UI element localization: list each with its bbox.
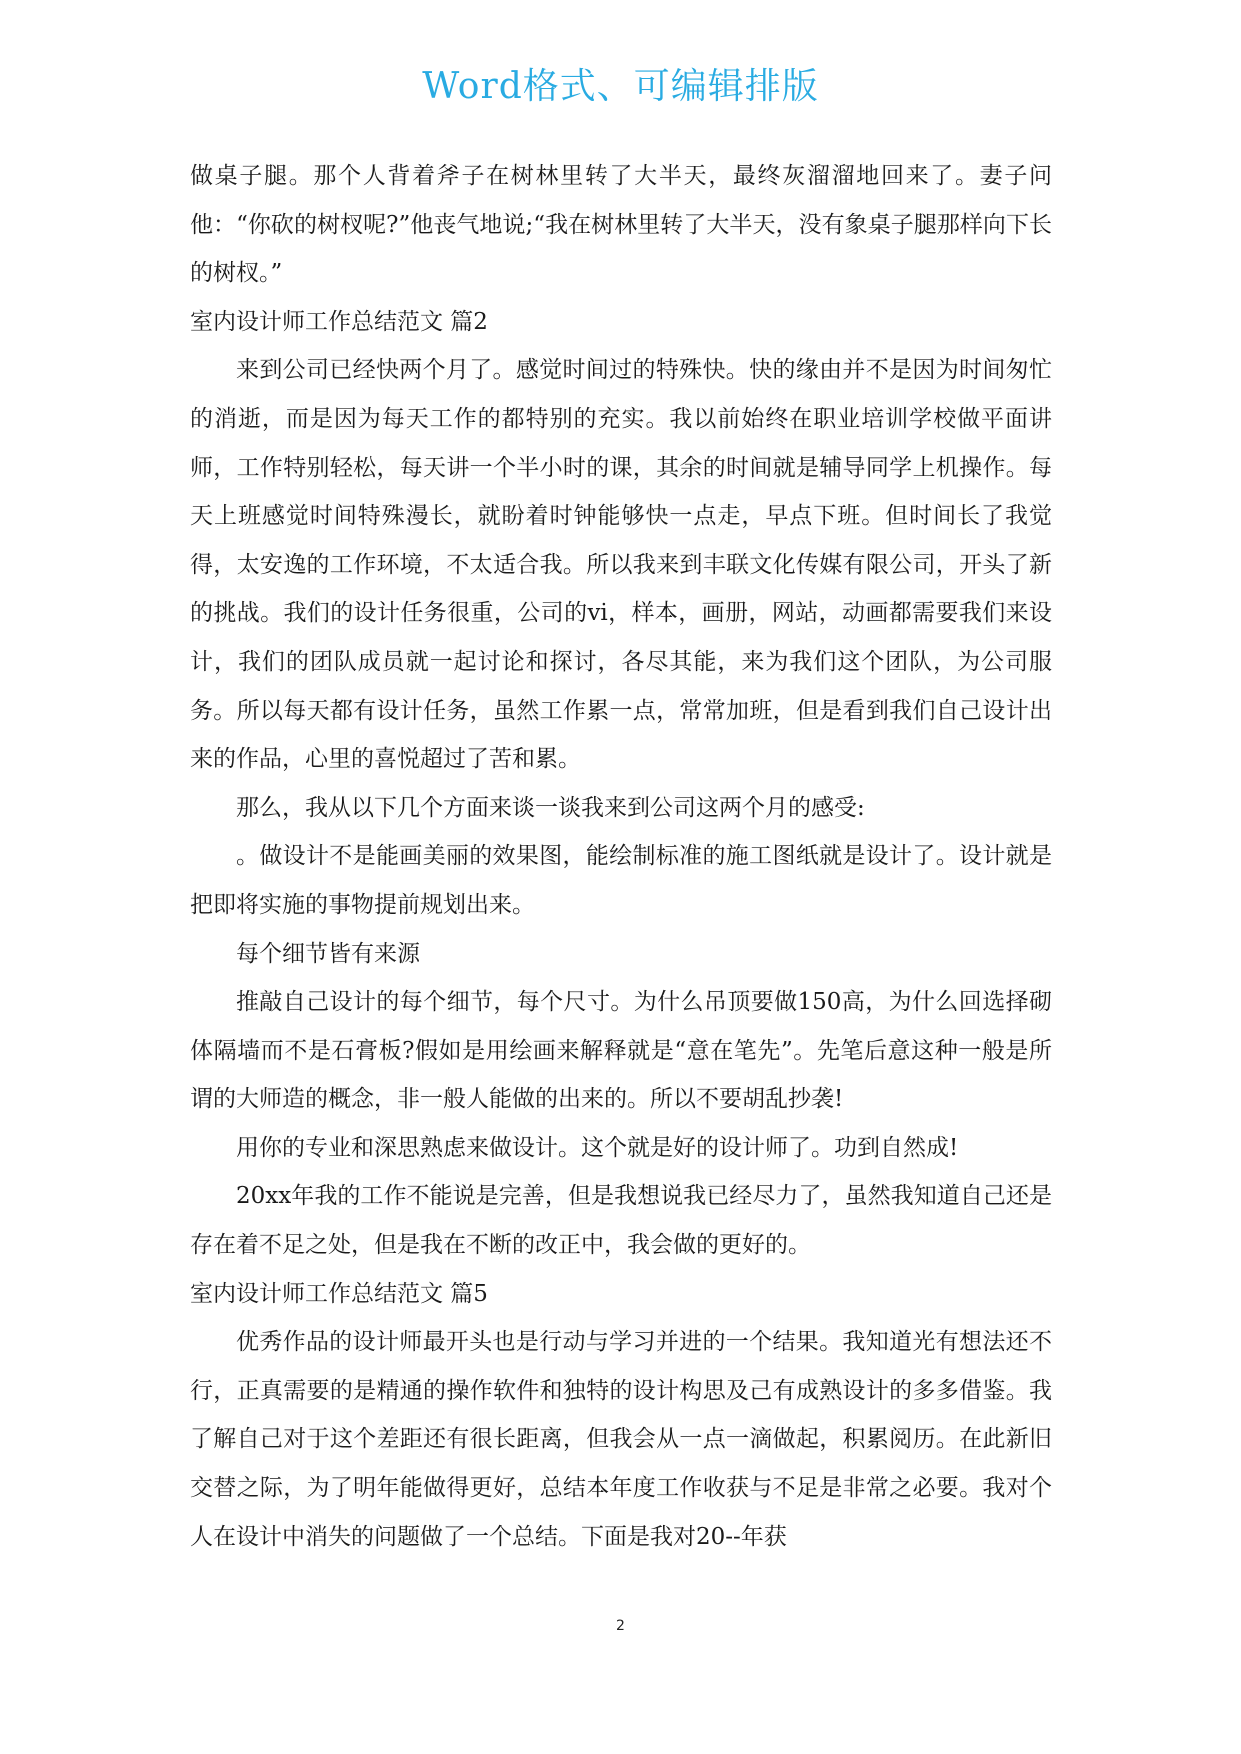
document-body	[190, 152, 1052, 1561]
paragraph-detail-subheading: 每个细节皆有来源	[236, 940, 420, 967]
paragraph-design-definition: 。做设计不是能画美丽的效果图，能绘制标准的施工图纸就是设计了。设计就是把即将实施的事物提前规划出来。	[190, 843, 1052, 918]
paragraph-story-ending: 做桌子腿。那个人背着斧子在树林里转了大半天，最终灰溜溜地回来了。妻子问他：“你砍的树杈呢?”他丧气地说;“我在树林里转了大半天，没有象桌子腿那样向下长的树杈。”	[190, 163, 1052, 287]
paragraph-year-summary: 20xx年我的工作不能说是完善，但是我想说我已经尽力了，虽然我知道自己还是存在着不足之处，但是我在不断的改正中，我会做的更好的。	[190, 1183, 1052, 1259]
page-number: 2	[616, 1618, 625, 1634]
section-heading-part-2: 室内设计师工作总结范文 篇2	[190, 308, 488, 335]
paragraph-two-months: 来到公司已经快两个月了。感觉时间过的特殊快。快的缘由并不是因为时间匆忙的消逝，而是因为每天工作的都特别的充实。我以前始终在职业培训学校做平面讲师，工作特别轻松，每天讲一个半小时的课，其余的时间就是辅导同学上机操作。每天上班感觉时间特殊漫长，就盼着时钟能够快一点走，早点下班。但时间长了我觉得，太安逸的工作环境，不太适合我。所以我来到丰联文化传媒有限公司，开头了新的挑战。我们的设计任务很重，公司的vi，样本，画册，网站，动画都需要我们来设计，我们的团队成员就一起讨论和探讨，各尽其能，来为我们这个团队，为公司服务。所以每天都有设计任务，虽然工作累一点，常常加班，但是看到我们自己设计出来的作品，心里的喜悦超过了苦和累。	[190, 357, 1052, 773]
paragraph-intro-feelings: 那么，我从以下几个方面来谈一谈我来到公司这两个月的感受:	[236, 794, 865, 821]
paragraph-excellent-works: 优秀作品的设计师最开头也是行动与学习并进的一个结果。我知道光有想法还不行，正真需要的是精通的操作软件和独特的设计构思及己有成熟设计的多多借鉴。我了解自己对于这个差距还有很长距离，但我会从一点一滴做起，积累阅历。在此新旧交替之际，为了明年能做得更好，总结本年度工作收获与不足是非常之必要。我对个人在设计中消失的问题做了一个总结。下面是我对20--年获	[190, 1329, 1052, 1550]
page-header-title: Word格式、可编辑排版	[422, 66, 819, 107]
paragraph-details: 推敲自己设计的每个细节，每个尺寸。为什么吊顶要做150高，为什么回选择砌体隔墙而不是石膏板?假如是用绘画来解释就是“意在笔先”。先笔后意这种一般是所谓的大师造的概念，非一般人能做的出来的。所以不要胡乱抄袭!	[190, 989, 1052, 1113]
paragraph-professional: 用你的专业和深思熟虑来做设计。这个就是好的设计师了。功到自然成!	[236, 1134, 959, 1161]
section-heading-part-5: 室内设计师工作总结范文 篇5	[190, 1280, 488, 1307]
